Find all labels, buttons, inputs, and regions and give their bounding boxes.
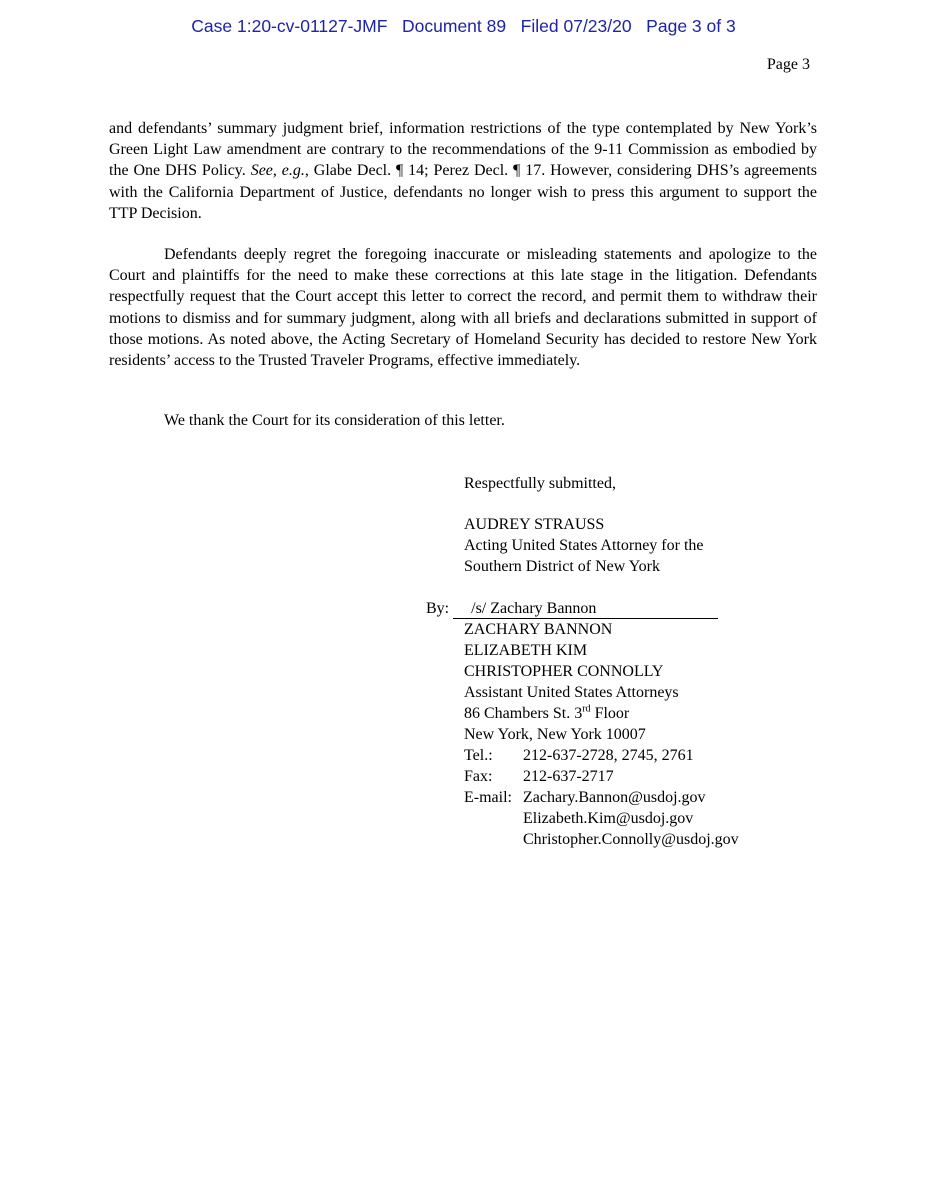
page-number: Page 3: [766, 56, 810, 73]
paragraph-3: We thank the Court for its consideration of this letter.: [164, 412, 505, 429]
fax-label: Fax:: [464, 768, 493, 785]
paragraph-1: [109, 118, 817, 224]
attorney-district: Southern District of New York: [464, 558, 660, 575]
contact-name: CHRISTOPHER CONNOLLY: [464, 663, 664, 680]
address-floor: Floor: [590, 705, 630, 722]
email-link[interactable]: Zachary.Bannon@usdoj.gov: [523, 789, 706, 806]
fax-row: [464, 766, 739, 787]
email-row: [464, 787, 739, 808]
citation-signal: See, e.g.: [250, 162, 305, 180]
ordinal-suffix: rd: [582, 703, 591, 715]
tel-row: [464, 745, 739, 766]
closing-phrase: Respectfully submitted,: [464, 475, 616, 492]
address-street: 86 Chambers St. 3: [464, 705, 583, 722]
signature-line: [426, 598, 718, 619]
paragraph-1-text-b: , Glabe Decl. ¶ 14; Perez Decl. ¶ 17. However, considering DHS’s agreements with the California Department of Justice, defendants no longer wish to press this argument to support the TTP Decision.: [109, 162, 818, 222]
email-label: E-mail:: [464, 789, 512, 806]
by-label: By:: [426, 600, 450, 617]
tel-value: 212-637-2728, 2745, 2761: [523, 747, 694, 764]
fax-value: 212-637-2717: [523, 768, 614, 785]
paragraph-1-text-a: and defendants’ summary judgment brief, information restrictions of the type contemplated by New York’s Green Light Law amendment are contrary to the recommendations of the 9-11 Commission as embodied by the One DHS Policy.: [109, 120, 817, 180]
paragraph-2: Defendants deeply regret the foregoing inaccurate or misleading statements and apologize to the Court and plaintiffs for the need to make these corrections at this late stage in the litigation. Defendants respectfully request that the Court accept this letter to correct the record, and permit them to withdraw their motions to dismiss and for summary judgment, along with all briefs and declarations submitted in support of those motions. As noted above, the Acting Secretary of Homeland Security has decided to restore New York residents’ access to the Trusted Traveler Programs, effective immediately.: [109, 246, 817, 370]
contact-name: ELIZABETH KIM: [464, 642, 588, 659]
contact-name: ZACHARY BANNON: [464, 621, 613, 638]
email-link[interactable]: Elizabeth.Kim@usdoj.gov: [523, 810, 694, 827]
electronic-signature: /s/ Zachary Bannon: [453, 599, 718, 619]
ecf-filing-header: Case 1:20-cv-01127-JMF Document 89 Filed 07/23/20 Page 3 of 3: [191, 16, 736, 36]
tel-label: Tel.:: [464, 747, 493, 764]
address-line-1: [464, 703, 739, 724]
contact-block: [464, 619, 739, 850]
address-line-2: New York, New York 10007: [464, 726, 646, 743]
attorney-block: [464, 514, 704, 577]
attorney-title: Acting United States Attorney for the: [464, 537, 704, 554]
attorney-name: AUDREY STRAUSS: [464, 516, 605, 533]
email-link[interactable]: Christopher.Connolly@usdoj.gov: [523, 831, 739, 848]
contact-role: Assistant United States Attorneys: [464, 684, 679, 701]
